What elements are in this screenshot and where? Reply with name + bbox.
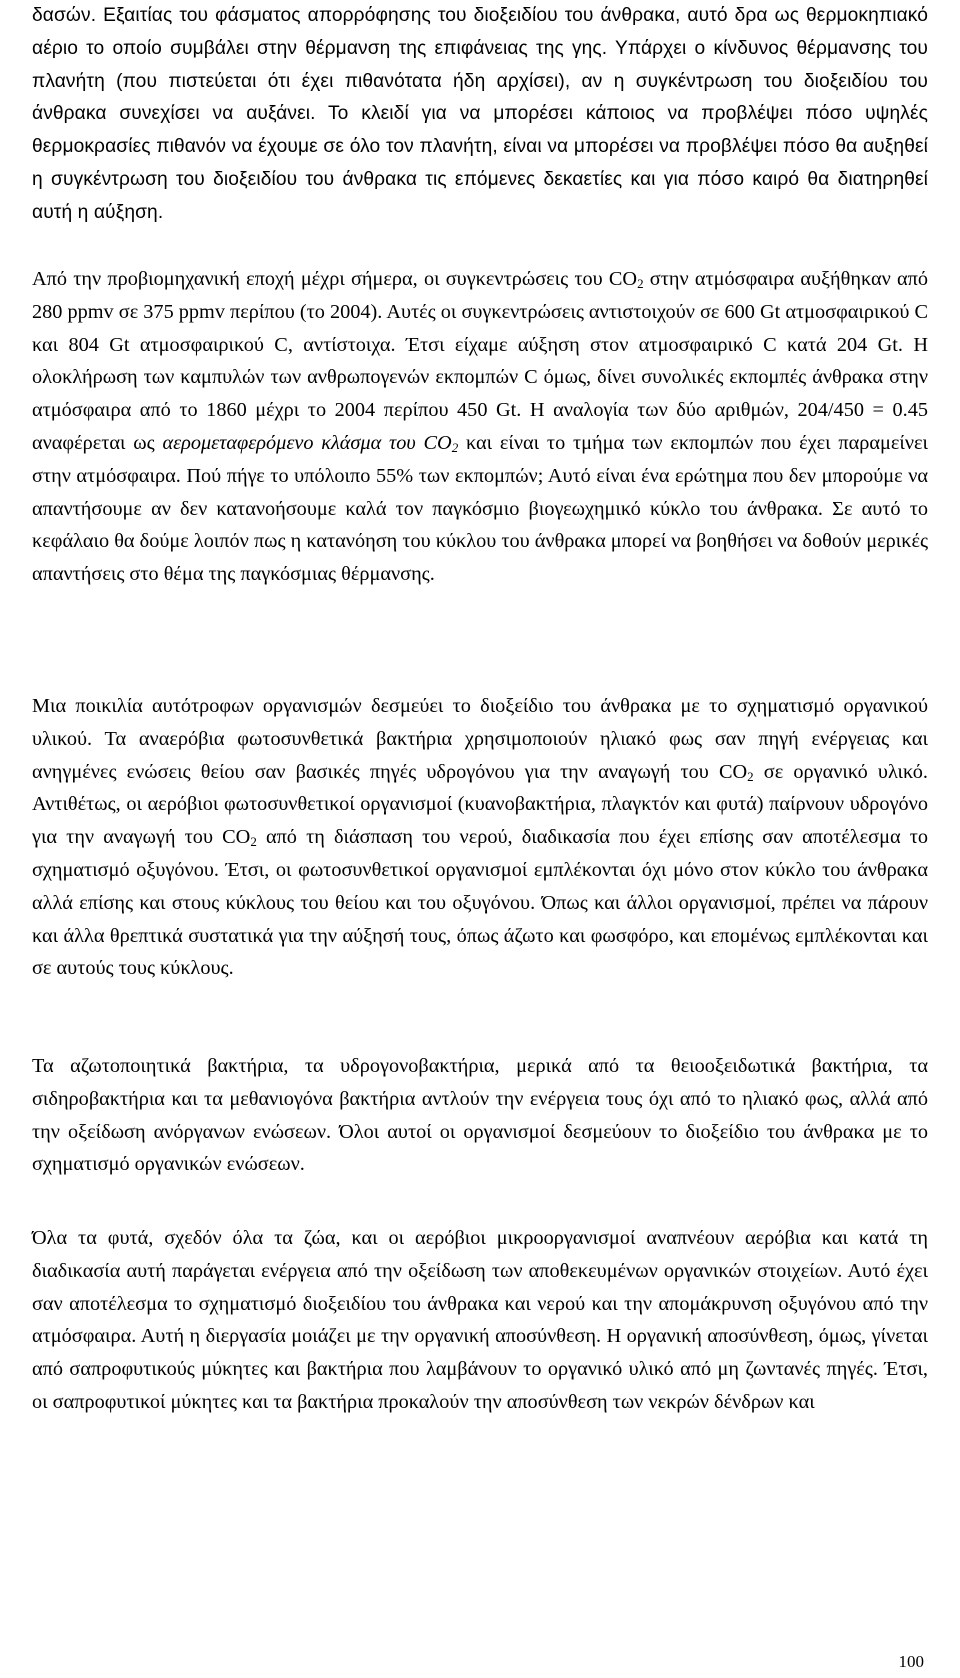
paragraph-3-text-c: από τη διάσπαση του νερού, διαδικασία που έχει επίσης σαν αποτέλεσμα το σχηματισμό οξυγόνου. Έτσι, οι φωτοσυνθετικοί οργανισμοί εμπλέκονται όχι μόνο στον κύκλο του άνθρακα αλλά επίσης και στους κύκλους του θείου και του οξυγόνου. Όπως και άλλοι οργανισμοί, πρέπει να πάρουν και άλλα θρεπτικά συστατικά για την αύξησή τους, όπως άζωτο και φωσφόρο, και επομένως εμπλέκονται και σε αυτούς τους κύκλους. [32,826,929,980]
paragraph-3 [32,690,928,985]
paragraph-2-text-b: στην ατμόσφαιρα αυξήθηκαν από 280 ppmv σε 375 ppmv περίπου (το 2004). Αυτές οι συγκεντρώσεις αντιστοιχούν σε 600 Gt ατμοσφαιρικού C και 804 Gt ατμοσφαιρικού C, αντίστοιχα. Έτσι είχαμε αύξηση στον ατμοσφαιρικό C κατά 204 Gt. Η ολοκλήρωση των καμπυλών των ανθρωπογενών εκπομπών C όμως, δίνει συνολικές εκπομπές άνθρακα στην ατμόσφαιρα από το 1860 μέχρι το 2004 περίπου 450 Gt. Η αναλογία των δύο αριθμών, 204/450 = 0.45 αναφέρεται ως [32,268,928,454]
paragraph-3-text-a: Μια ποικιλία αυτότροφων οργανισμών δεσμεύει το διοξείδιο του άνθρακα με το σχηματισμό οργανικού υλικού. Τα αναερόβια φωτοσυνθετικά βακτήρια χρησιμοποιούν ηλιακό φως σαν πηγή ενέργειας και ανηγμένες ενώσεις θείου σαν βασικές πηγές υδρογόνου για την αναγωγή του CO [32,695,928,783]
paragraph-4-block [32,1050,928,1181]
paragraph-1-block [32,0,928,230]
co2-subscript: 2 [637,276,644,291]
page-number: 100 [898,1652,924,1671]
paragraph-2 [32,263,928,591]
paragraph-3-text-b: σε οργανικό υλικό. Αντιθέτως, οι αερόβιοι φωτοσυνθετικοί οργανισμοί (κυανοβακτήρια, πλαγκτόν και φυτά) παίρνουν υδρογόνο για την αναγωγή του CO [32,760,928,849]
paragraph-4: Τα αζωτοποιητικά βακτήρια, τα υδρογονοβακτήρια, μερικά από τα θειοοξειδωτικά βακτήρια, τα σιδηροβακτήρια και τα μεθανιογόνα βακτήρια αντλούν την ενέργεια τους όχι από το ηλιακό φως, αλλά από την οξείδωση ανόργανων ενώσεων. Όλοι αυτοί οι οργανισμοί δεσμεύουν το διοξείδιο του άνθρακα με το σχηματισμό οργανικών ενώσεων. [32,1055,928,1176]
airborne-fraction-term: αερομεταφερόμενο κλάσμα του $CO_2$ [162,431,459,455]
paragraph-5-block [32,1222,928,1419]
paragraph-3-block [32,690,928,985]
co2-subscript: 2 [747,768,754,784]
paragraph-2-block [32,263,928,591]
paragraph-2-text-c: και είναι το τμήμα των εκπομπών που έχει παραμείνει στην ατμόσφαιρα. Πού πήγε το υπόλοιπο 55% των εκπομπών; Αυτό είναι ένα ερώτημα που δεν μπορούμε να απαντήσουμε αν δεν κατανοήσουμε καλά τον παγκόσμιο βιογεωχημικό κύκλο του άνθρακα. Σε αυτό το κεφάλαιο θα δούμε λοιπόν πως η κατανόηση του κύκλου του άνθρακα μπορεί να βοηθήσει να δοθούν μερικές απαντήσεις στο θέμα της παγκόσμιας θέρμανσης. [32,431,928,586]
paragraph-1: δασών. Εξαιτίας του φάσματος απορρόφησης του διοξειδίου του άνθρακα, αυτό δρα ως θερμοκηπιακό αέριο το οποίο συμβάλει στην θέρμανση της επιφάνειας της γης. Υπάρχει ο κίνδυνος θέρμανσης του πλανήτη (που πιστεύεται ότι έχει πιθανότατα ήδη αρχίσει), αν η συγκέντρωση του διοξειδίου του άνθρακα συνεχίσει να αυξάνει. Το κλειδί για να μπορέσει κάποιος να προβλέψει πόσο υψηλές θερμοκρασίες πιθανόν να έχουμε σε όλο τον πλανήτη, είναι να μπορέσει να προβλέψει πόσο θα αυξηθεί η συγκέντρωση του διοξειδίου του άνθρακα τις επόμενες δεκαετίες και για πόσο καιρό θα διατηρηθεί αυτή η αύξηση. [32,5,928,223]
co2-subscript-italic: 2 [451,439,459,455]
paragraph-2-text-a: Από την προβιομηχανική εποχή μέχρι σήμερα, οι συγκεντρώσεις του CO [32,268,638,290]
paragraph-5: Όλα τα φυτά, σχεδόν όλα τα ζώα, και οι αερόβιοι μικροοργανισμοί αναπνέουν αερόβια και κατά τη διαδικασία αυτή παράγεται ενέργεια από την οξείδωση των αποθεκευμένων οργανικών στοιχείων. Αυτό έχει σαν αποτέλεσμα το σχηματισμό διοξειδίου του άνθρακα και νερού και την απομάκρυνση οξυγόνου από την ατμόσφαιρα. Αυτή η διεργασία μοιάζει με την οργανική αποσύνθεση. Η οργανική αποσύνθεση, όμως, γίνεται από σαπροφυτικούς μύκητες και βακτήρια που λαμβάνουν το οργανικό υλικό από μη ζωντανές πηγές. Έτσι, οι σαπροφυτικοί μύκητες και τα βακτήρια προκαλούν την αποσύνθεση των νεκρών δένδρων και [32,1227,928,1413]
co2-subscript: 2 [250,834,257,850]
